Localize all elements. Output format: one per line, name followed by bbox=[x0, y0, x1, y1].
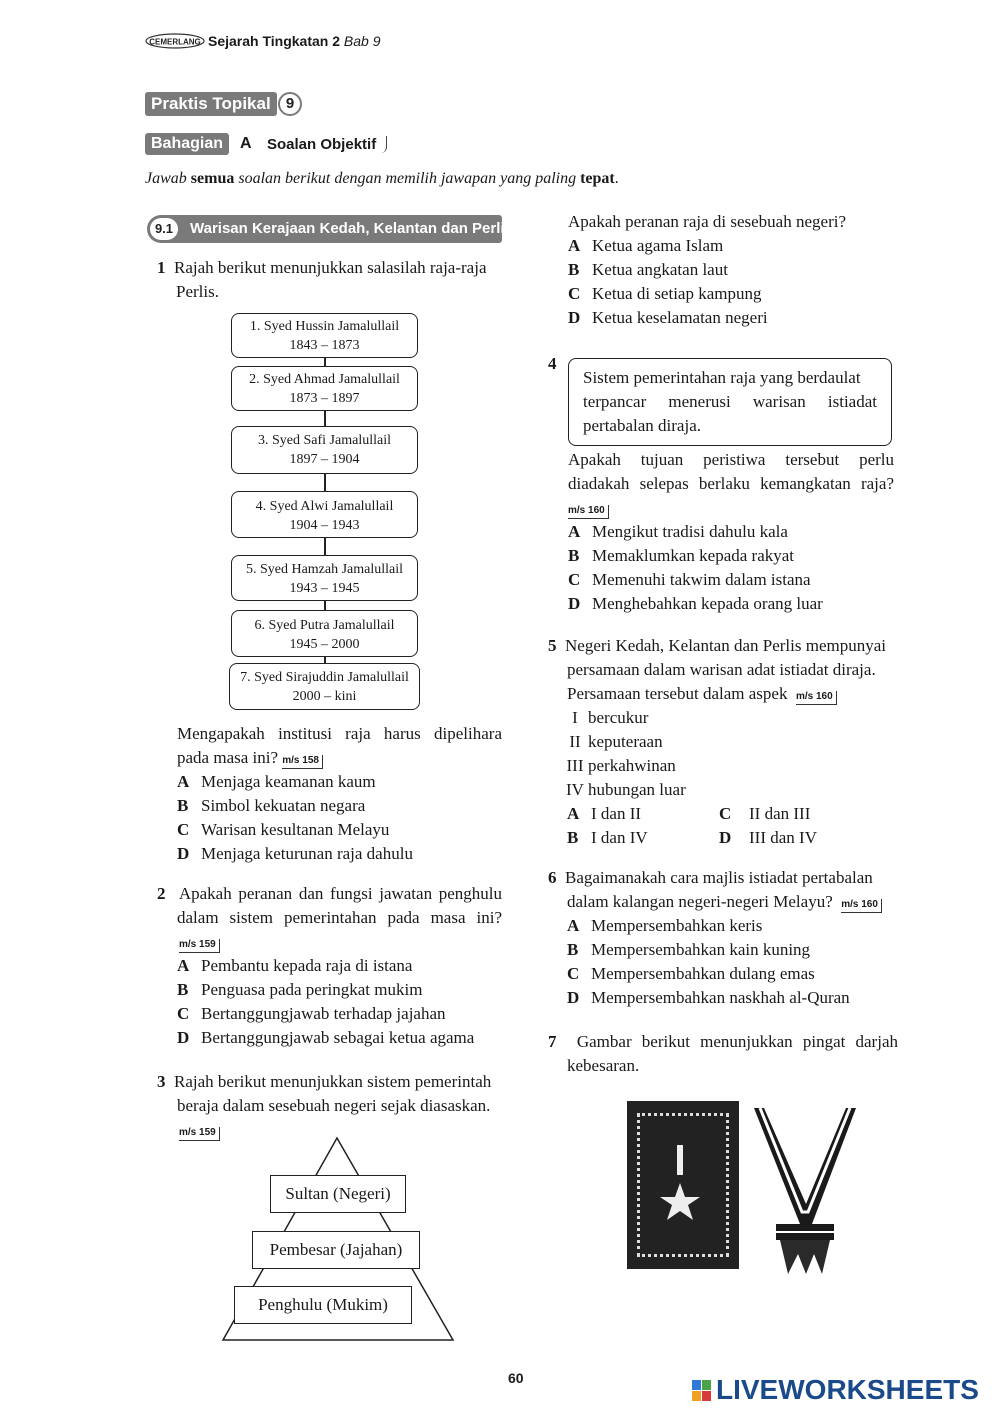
tree-node-name: 2. Syed Ahmad Jamalullail bbox=[249, 372, 400, 387]
option-d[interactable] bbox=[177, 842, 502, 866]
option-a[interactable] bbox=[568, 520, 894, 544]
option-text: Mengikut tradisi dahulu kala bbox=[592, 522, 788, 541]
bahagian-letter: A bbox=[240, 135, 252, 152]
option-c[interactable] bbox=[157, 1002, 502, 1026]
pyramid-level-pembesar: Pembesar (Jajahan) bbox=[252, 1231, 420, 1269]
option-text: Mempersembahkan kain kuning bbox=[591, 940, 811, 959]
q3-stem-line2: beraja dalam sesebuah negeri sejak diasaskan. bbox=[177, 1096, 491, 1115]
q5-stem-line1: Negeri Kedah, Kelantan dan Perlis mempunyai bbox=[565, 636, 887, 655]
page-number: 60 bbox=[508, 1370, 524, 1386]
statement-i bbox=[548, 706, 898, 730]
option-c[interactable] bbox=[177, 818, 502, 842]
option-text: Mempersembahkan naskhah al-Quran bbox=[591, 988, 850, 1007]
instruction bbox=[145, 170, 619, 188]
tree-node-years: 1873 – 1897 bbox=[289, 391, 360, 406]
topic-number: 9.1 bbox=[150, 218, 178, 240]
question-number: 6 bbox=[548, 868, 557, 887]
tree-node-4 bbox=[231, 491, 418, 538]
question-3-stem bbox=[157, 1070, 502, 1142]
option-text: Menjaga keamanan kaum bbox=[201, 772, 376, 791]
page-reference: m/s 160 bbox=[796, 691, 837, 705]
roman-numeral: IV bbox=[566, 780, 584, 799]
q5-stem-line2: persamaan dalam warisan adat istiadat diraja. bbox=[567, 660, 876, 679]
option-letter: D bbox=[568, 594, 581, 613]
option-letter: C bbox=[567, 964, 580, 983]
q4-question-line1: Apakah tujuan peristiwa tersebut perlu bbox=[568, 450, 894, 469]
q2-stem-line1: Apakah peranan dan fungsi jawatan penghulu bbox=[178, 884, 503, 903]
instruction-bold-1: semua bbox=[190, 170, 235, 187]
option-letter: C bbox=[568, 284, 581, 303]
chapter-label: Bab 9 bbox=[343, 33, 381, 49]
tree-node-name: 6. Syed Putra Jamalullail bbox=[254, 618, 395, 633]
roman-numeral: II bbox=[569, 732, 581, 751]
q6-stem-line2: dalam kalangan negeri-negeri Melayu? bbox=[567, 892, 833, 911]
option-text: Warisan kesultanan Melayu bbox=[201, 820, 390, 839]
q1-stem-line2: Perlis. bbox=[176, 282, 219, 301]
option-letter: B bbox=[567, 940, 579, 959]
option-text: Menjaga keturunan raja dahulu bbox=[201, 844, 413, 863]
tree-node-name: 7. Syed Sirajuddin Jamalullail bbox=[240, 670, 409, 685]
option-letter: B bbox=[568, 260, 580, 279]
praktis-topikal-label: Praktis Topikal bbox=[145, 92, 277, 116]
option-a[interactable] bbox=[177, 770, 502, 794]
medal-star-icon bbox=[650, 1145, 710, 1235]
pyramid-level-sultan: Sultan (Negeri) bbox=[270, 1175, 406, 1213]
option-text: Ketua agama Islam bbox=[592, 236, 724, 255]
option-text: Memenuhi takwim dalam istana bbox=[592, 570, 811, 589]
tree-connector bbox=[324, 410, 326, 427]
tree-node-years: 1843 – 1873 bbox=[289, 338, 360, 353]
option-d[interactable] bbox=[548, 986, 898, 1010]
option-d[interactable] bbox=[157, 1026, 502, 1050]
q3-question: Apakah peranan raja di sesebuah negeri? bbox=[568, 212, 847, 231]
q3-stem-line1: Rajah berikut menunjukkan sistem pemerintah bbox=[174, 1072, 492, 1091]
tree-node-name: 5. Syed Hamzah Jamalullail bbox=[245, 562, 404, 577]
option-letter: C bbox=[719, 804, 732, 823]
statement-text: hubungan luar bbox=[588, 780, 686, 799]
roman-numeral: III bbox=[566, 756, 584, 775]
page-reference: m/s 160 bbox=[841, 899, 882, 913]
option-letter: A bbox=[177, 772, 190, 791]
question-1-body bbox=[177, 722, 502, 866]
option-letter: D bbox=[567, 988, 580, 1007]
option-text: I dan IV bbox=[591, 828, 648, 847]
question-number: 2 bbox=[157, 884, 166, 903]
q4-box-line2: terpancar menerusi warisan istiadat bbox=[583, 392, 877, 411]
statement-text: perkahwinan bbox=[588, 756, 676, 775]
tree-node-name: 3. Syed Safi Jamalullail bbox=[258, 433, 391, 448]
option-text: Menghebahkan kepada orang luar bbox=[592, 594, 823, 613]
option-c[interactable] bbox=[548, 962, 898, 986]
option-b[interactable] bbox=[548, 938, 898, 962]
q4-stimulus-box bbox=[568, 358, 892, 446]
option-a[interactable] bbox=[548, 914, 898, 938]
question-number: 3 bbox=[157, 1072, 166, 1091]
option-text: Ketua keselamatan negeri bbox=[592, 308, 768, 327]
statement-ii bbox=[548, 730, 898, 754]
q7-stem-line1: Gambar berikut menunjukkan pingat darjah bbox=[576, 1032, 898, 1051]
q5-stem-line3: Persamaan tersebut dalam aspek bbox=[567, 684, 788, 703]
question-6 bbox=[548, 866, 898, 1010]
liveworksheets-brand: LIVEWORKSHEETS bbox=[716, 1374, 979, 1405]
tree-node-3 bbox=[231, 426, 418, 474]
bahagian-title: Soalan Objektif bbox=[267, 136, 387, 153]
bahagian-label: Bahagian bbox=[145, 133, 229, 155]
page-reference: m/s 159 bbox=[179, 1127, 220, 1141]
topic-title: Warisan Kerajaan Kedah, Kelantan dan Perlis bbox=[190, 220, 513, 237]
option-text: Bertanggungjawab sebagai ketua agama bbox=[201, 1028, 475, 1047]
tree-node-6 bbox=[231, 610, 418, 657]
tree-node-years: 1904 – 1943 bbox=[289, 518, 360, 533]
option-letter: D bbox=[568, 308, 581, 327]
option-text: Simbol kekuatan negara bbox=[201, 796, 366, 815]
tree-node-years: 2000 – kini bbox=[292, 689, 357, 704]
statement-text: keputeraan bbox=[588, 732, 663, 751]
pyramid-level-penghulu: Penghulu (Mukim) bbox=[234, 1286, 412, 1324]
question-7 bbox=[548, 1030, 898, 1078]
tree-node-years: 1943 – 1945 bbox=[289, 581, 360, 596]
medal-sash-icon bbox=[750, 1104, 860, 1276]
tree-connector bbox=[324, 473, 326, 492]
option-letter: A bbox=[567, 916, 580, 935]
option-d[interactable] bbox=[568, 592, 894, 616]
option-text: Mempersembahkan keris bbox=[591, 916, 763, 935]
option-text: Bertanggungjawab terhadap jajahan bbox=[201, 1004, 446, 1023]
roman-numeral: I bbox=[572, 708, 578, 727]
option-letter: A bbox=[567, 804, 580, 823]
publisher-logo bbox=[145, 33, 205, 49]
instruction-text-2: soalan berikut dengan memilih jawapan yang paling bbox=[234, 170, 581, 187]
tree-node-name: 4. Syed Alwi Jamalullail bbox=[255, 499, 394, 514]
option-b[interactable] bbox=[568, 544, 894, 568]
q4-box-line1: Sistem pemerintahan raja yang berdaulat bbox=[583, 368, 861, 387]
q7-stem-line2: kebesaran. bbox=[567, 1056, 640, 1075]
q1-question-line1: Mengapakah institusi raja harus dipelihara bbox=[177, 724, 502, 743]
question-2 bbox=[157, 882, 502, 1050]
page-reference: m/s 158 bbox=[282, 755, 323, 769]
logo-text: CEMERLANG bbox=[149, 37, 201, 47]
instruction-bold-2: tepat bbox=[580, 170, 615, 187]
tree-node-years: 1897 – 1904 bbox=[289, 452, 360, 467]
question-number: 1 bbox=[157, 258, 166, 277]
option-text: III dan IV bbox=[749, 828, 817, 847]
option-b[interactable] bbox=[567, 826, 719, 850]
tree-node-1 bbox=[231, 313, 418, 358]
option-text: II dan III bbox=[749, 804, 811, 823]
page-reference: m/s 159 bbox=[179, 939, 220, 953]
tree-node-5 bbox=[231, 555, 418, 601]
question-number: 7 bbox=[548, 1032, 557, 1051]
tree-node-years: 1945 – 2000 bbox=[289, 637, 360, 652]
instruction-end: . bbox=[614, 170, 619, 187]
statement-iii bbox=[548, 754, 898, 778]
liveworksheets-logo-icon bbox=[692, 1378, 712, 1404]
option-letter: A bbox=[568, 236, 581, 255]
option-letter: C bbox=[177, 1004, 190, 1023]
question-5 bbox=[548, 634, 898, 850]
option-a[interactable] bbox=[567, 802, 719, 826]
praktis-number: 9 bbox=[278, 92, 302, 116]
option-c[interactable] bbox=[568, 282, 898, 306]
question-number: 5 bbox=[548, 636, 557, 655]
q2-stem-line2: dalam sistem pemerintahan pada masa ini? bbox=[177, 908, 502, 927]
option-letter: B bbox=[568, 546, 580, 565]
book-title: Sejarah Tingkatan 2 bbox=[208, 33, 341, 49]
tree-node-2 bbox=[231, 366, 418, 411]
statement-iv bbox=[548, 778, 898, 802]
question-3-body bbox=[568, 210, 898, 330]
option-d[interactable] bbox=[568, 306, 898, 330]
option-letter: D bbox=[719, 828, 732, 847]
option-letter: A bbox=[177, 956, 190, 975]
instruction-text-1: Jawab bbox=[145, 170, 191, 187]
option-text: I dan II bbox=[591, 804, 642, 823]
option-letter: C bbox=[568, 570, 581, 589]
option-b[interactable] bbox=[568, 258, 898, 282]
tree-connector bbox=[324, 537, 326, 556]
q1-stem-line1: Rajah berikut menunjukkan salasilah raja-raja bbox=[174, 258, 487, 277]
option-b[interactable] bbox=[157, 978, 502, 1002]
option-c[interactable] bbox=[568, 568, 894, 592]
option-letter: D bbox=[177, 844, 190, 863]
tree-node-7 bbox=[229, 663, 420, 710]
q4-box-line3: pertabalan diraja. bbox=[583, 416, 701, 435]
q4-question-line2: diadakah selepas berlaku kemangkatan raja? bbox=[568, 474, 894, 493]
option-c[interactable] bbox=[719, 802, 810, 826]
question-number: 4 bbox=[548, 354, 557, 373]
option-text: Penguasa pada peringkat mukim bbox=[201, 980, 423, 999]
q1-question-line2: pada masa ini? bbox=[177, 748, 279, 767]
header-title bbox=[208, 33, 381, 49]
option-letter: C bbox=[177, 820, 190, 839]
option-letter: B bbox=[177, 796, 189, 815]
option-b[interactable] bbox=[177, 794, 502, 818]
option-d[interactable] bbox=[719, 826, 817, 850]
option-text: Memaklumkan kepada rakyat bbox=[592, 546, 795, 565]
tree-node-name: 1. Syed Hussin Jamalullail bbox=[249, 319, 400, 334]
statement-text: bercukur bbox=[588, 708, 649, 727]
option-a[interactable] bbox=[157, 954, 502, 978]
option-a[interactable] bbox=[568, 234, 898, 258]
option-letter: B bbox=[177, 980, 189, 999]
option-text: Ketua angkatan laut bbox=[592, 260, 728, 279]
option-text: Pembantu kepada raja di istana bbox=[201, 956, 413, 975]
question-4-body bbox=[568, 448, 894, 616]
option-letter: A bbox=[568, 522, 581, 541]
option-text: Mempersembahkan dulang emas bbox=[591, 964, 815, 983]
option-letter: B bbox=[567, 828, 579, 847]
option-letter: D bbox=[177, 1028, 190, 1047]
question-1-stem bbox=[157, 256, 507, 304]
page-reference: m/s 160 bbox=[568, 505, 609, 519]
option-text: Ketua di setiap kampung bbox=[592, 284, 762, 303]
q6-stem-line1: Bagaimanakah cara majlis istiadat pertabalan bbox=[565, 868, 873, 887]
